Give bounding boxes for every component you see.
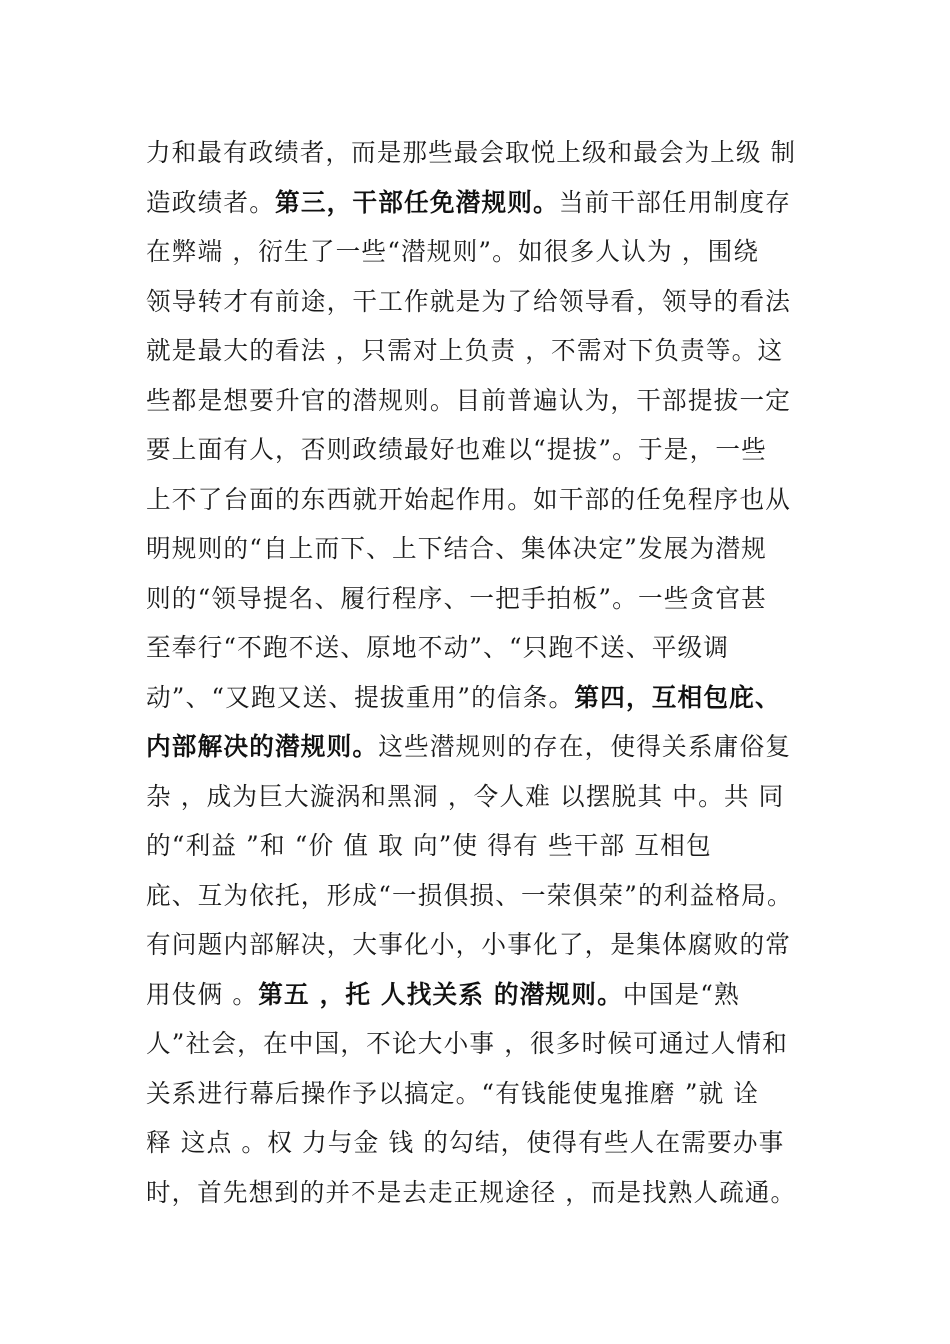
body-text-segment: 的“利益 ”和 “价 值 取 向”使 得有 些干部 互相包 xyxy=(146,831,712,860)
text-line xyxy=(146,326,796,376)
text-line xyxy=(146,920,796,970)
body-text-segment: 领导转才有前途，干工作就是为了给领导看，领导的看法 xyxy=(146,286,792,316)
bold-heading-text: 第三，干部任免潜规则。 xyxy=(275,187,559,217)
text-line xyxy=(146,376,796,426)
body-text-segment: 时，首先想到的并不是去走正规途径 ，而是找熟人疏通。 xyxy=(146,1177,797,1207)
text-line xyxy=(146,722,796,772)
text-line xyxy=(146,1168,797,1218)
text-line xyxy=(146,623,796,673)
body-text-segment: 就是最大的看法 ，只需对上负责 ，不需对下负责等。这 xyxy=(146,336,784,365)
body-text-segment: 些都是想要升官的潜规则。目前普遍认为，干部提拔一定 xyxy=(146,385,792,415)
text-line xyxy=(146,1118,796,1168)
body-text-segment: 庇、互为依托，形成“一损俱损、一荣俱荣”的利益格局。 xyxy=(146,880,793,910)
body-text-segment: 动”、“又跑又送、提拔重用”的信条。 xyxy=(146,682,575,712)
text-line xyxy=(146,970,796,1020)
body-text-segment: 这些潜规则的存在，使得关系庸俗复 xyxy=(378,732,792,761)
text-line xyxy=(146,673,796,723)
bold-heading-text: 第四，互相包庇、 xyxy=(574,682,781,712)
text-line xyxy=(146,178,796,228)
text-line xyxy=(146,1019,796,1069)
text-line xyxy=(146,425,796,475)
body-text-segment: 当前干部任用制度存 xyxy=(558,187,792,217)
text-line xyxy=(146,475,796,525)
body-text-segment: 在弊端 ，衍生了一些“潜规则”。如很多人认为 ，围绕 xyxy=(146,237,760,266)
text-line xyxy=(146,524,796,574)
text-line xyxy=(146,128,797,178)
body-text-segment: 造政绩者。 xyxy=(146,187,276,217)
body-text-segment: 关系进行幕后操作予以搞定。“有钱能使鬼推磨 ”就 诠 xyxy=(146,1078,760,1108)
text-line xyxy=(146,277,796,327)
text-line xyxy=(146,772,796,822)
text-line xyxy=(146,821,796,871)
body-text-segment: 力和最有政绩者，而是那些最会取悦上级和最会为上级 制 xyxy=(146,138,797,167)
body-text-segment: 要上面有人，否则政绩最好也难以“提拔”。于是，一些 xyxy=(146,435,767,464)
body-text-segment: 人”社会，在中国，不论大小事 ，很多时候可通过人情和 xyxy=(146,1029,789,1058)
body-text-segment: 有问题内部解决，大事化小，小事化了，是集体腐败的常 xyxy=(146,930,792,959)
body-text-segment: 则的“领导提名、履行程序、一把手拍板”。一些贪官甚 xyxy=(146,583,767,613)
text-line xyxy=(146,574,796,624)
body-text-segment: 明规则的“自上而下、上下结合、集体决定”发展为潜规 xyxy=(146,534,767,563)
body-text-segment: 释 这点 。权 力与金 钱 的勾结，使得有些人在需要办事 xyxy=(146,1128,785,1157)
body-text-segment: 上不了台面的东西就开始起作用。如干部的任免程序也从 xyxy=(146,484,792,514)
text-line xyxy=(146,227,796,277)
bold-heading-text: 第五 ，托 人找关系 的潜规则。 xyxy=(258,979,623,1009)
bold-heading-text: 内部解决的潜规则。 xyxy=(146,732,379,761)
body-text-segment: 用伎俩 。 xyxy=(146,979,259,1009)
body-text-segment: 中国是“熟 xyxy=(622,979,740,1009)
text-line xyxy=(146,1069,796,1119)
text-line xyxy=(146,871,796,921)
body-text xyxy=(146,128,806,1217)
body-text-segment: 杂 ，成为巨大漩涡和黑洞 ，令人难 以摆脱其 中。共 同 xyxy=(146,781,785,811)
body-text-segment: 至奉行“不跑不送、原地不动”、“只跑不送、平级调 xyxy=(146,633,730,662)
